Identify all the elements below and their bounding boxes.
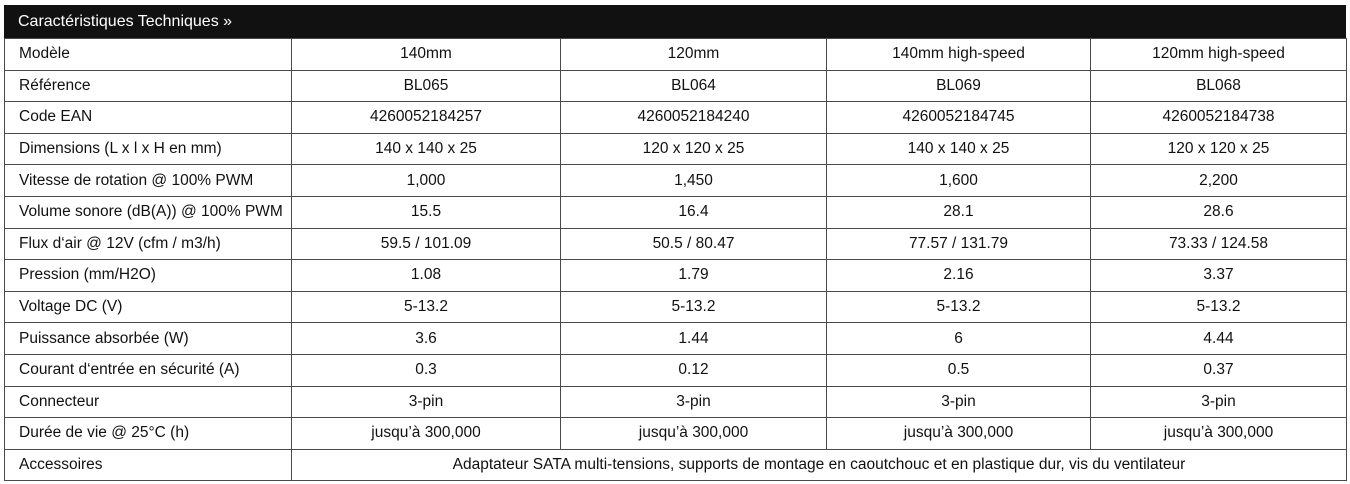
table-cell: 6: [827, 323, 1091, 355]
table-cell: 0.3: [292, 354, 561, 386]
row-label: Modèle: [5, 39, 292, 71]
table-cell: 5-13.2: [292, 291, 561, 323]
table-cell: 140mm high-speed: [827, 39, 1091, 71]
row-label: Dimensions (L x l x H en mm): [5, 133, 292, 165]
spec-table-body: [5, 39, 1347, 481]
table-row: [5, 70, 1347, 102]
table-cell: 3-pin: [292, 386, 561, 418]
row-label: Courant d‘entrée en sécurité (A): [5, 354, 292, 386]
table-cell: 120mm: [561, 39, 827, 71]
table-cell: jusqu’à 300,000: [827, 418, 1091, 450]
table-cell: 3-pin: [561, 386, 827, 418]
table-cell: 4260052184745: [827, 102, 1091, 134]
table-cell: 1.08: [292, 260, 561, 292]
row-label: Connecteur: [5, 386, 292, 418]
table-row: [5, 102, 1347, 134]
table-cell: 4260052184257: [292, 102, 561, 134]
table-row: [5, 165, 1347, 197]
table-cell: 140 x 140 x 25: [292, 133, 561, 165]
row-label: Référence: [5, 70, 292, 102]
table-cell: 77.57 / 131.79: [827, 228, 1091, 260]
table-cell: BL069: [827, 70, 1091, 102]
table-cell: 3.6: [292, 323, 561, 355]
table-cell: 2.16: [827, 260, 1091, 292]
table-row: [5, 291, 1347, 323]
table-cell: 3-pin: [1091, 386, 1347, 418]
table-cell: 1,000: [292, 165, 561, 197]
table-cell: 140mm: [292, 39, 561, 71]
row-label: Voltage DC (V): [5, 291, 292, 323]
spec-table: [4, 38, 1347, 481]
accessories-label: Accessoires: [5, 449, 292, 481]
table-cell: 1,450: [561, 165, 827, 197]
table-cell: 4260052184240: [561, 102, 827, 134]
table-row: [5, 196, 1347, 228]
table-cell: 120 x 120 x 25: [1091, 133, 1347, 165]
table-row: [5, 449, 1347, 481]
row-label: Puissance absorbée (W): [5, 323, 292, 355]
table-cell: 1.79: [561, 260, 827, 292]
table-cell: 73.33 / 124.58: [1091, 228, 1347, 260]
row-label: Flux d‘air @ 12V (cfm / m3/h): [5, 228, 292, 260]
table-cell: 1.44: [561, 323, 827, 355]
section-title: Caractéristiques Techniques »: [4, 5, 1346, 38]
table-cell: 28.6: [1091, 196, 1347, 228]
table-cell: 3-pin: [827, 386, 1091, 418]
table-cell: 140 x 140 x 25: [827, 133, 1091, 165]
table-cell: 50.5 / 80.47: [561, 228, 827, 260]
table-cell: 2,200: [1091, 165, 1347, 197]
table-row: [5, 260, 1347, 292]
table-cell: 0.5: [827, 354, 1091, 386]
row-label: Durée de vie @ 25°C (h): [5, 418, 292, 450]
table-cell: jusqu’à 300,000: [1091, 418, 1347, 450]
table-cell: jusqu’à 300,000: [561, 418, 827, 450]
table-row: [5, 354, 1347, 386]
table-cell: 3.37: [1091, 260, 1347, 292]
table-row: [5, 386, 1347, 418]
accessories-value: Adaptateur SATA multi-tensions, supports de montage en caoutchouc et en plastique dur, vis du ventilateur: [292, 449, 1347, 481]
table-cell: 5-13.2: [561, 291, 827, 323]
table-cell: 59.5 / 101.09: [292, 228, 561, 260]
table-cell: 4260052184738: [1091, 102, 1347, 134]
table-row: [5, 418, 1347, 450]
row-label: Pression (mm/H2O): [5, 260, 292, 292]
table-cell: 120mm high-speed: [1091, 39, 1347, 71]
table-cell: 28.1: [827, 196, 1091, 228]
table-row: [5, 39, 1347, 71]
table-cell: 0.37: [1091, 354, 1347, 386]
table-cell: 5-13.2: [827, 291, 1091, 323]
table-cell: 4.44: [1091, 323, 1347, 355]
table-cell: 0.12: [561, 354, 827, 386]
spec-sheet: [4, 5, 1346, 481]
table-cell: BL064: [561, 70, 827, 102]
table-cell: BL065: [292, 70, 561, 102]
table-cell: jusqu’à 300,000: [292, 418, 561, 450]
table-row: [5, 228, 1347, 260]
table-row: [5, 323, 1347, 355]
table-cell: 16.4: [561, 196, 827, 228]
row-label: Volume sonore (dB(A)) @ 100% PWM: [5, 196, 292, 228]
table-cell: 15.5: [292, 196, 561, 228]
table-row: [5, 133, 1347, 165]
table-cell: BL068: [1091, 70, 1347, 102]
row-label: Code EAN: [5, 102, 292, 134]
table-cell: 5-13.2: [1091, 291, 1347, 323]
row-label: Vitesse de rotation @ 100% PWM: [5, 165, 292, 197]
table-cell: 120 x 120 x 25: [561, 133, 827, 165]
table-cell: 1,600: [827, 165, 1091, 197]
